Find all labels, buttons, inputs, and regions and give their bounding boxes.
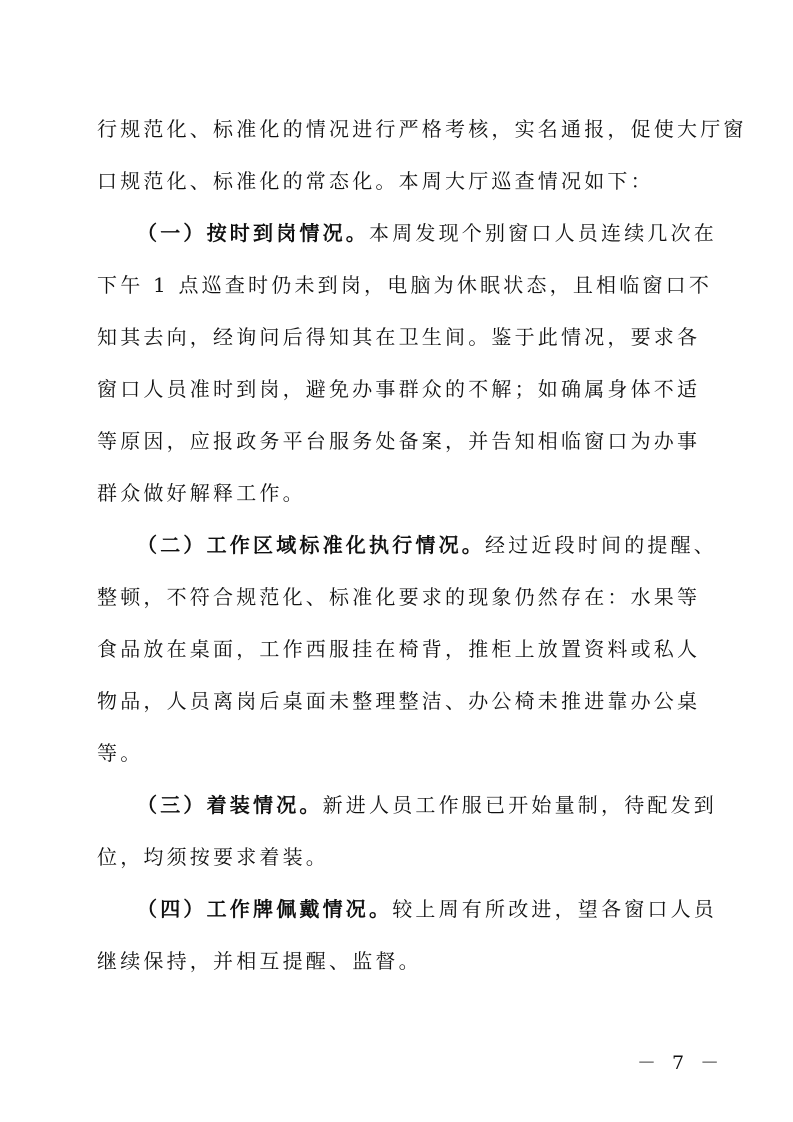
section-heading: （四）工作牌佩戴情况。 xyxy=(137,897,393,921)
body-text-line: 窗口人员准时到岗，避免办事群众的不解；如确属身体不适 xyxy=(97,377,701,401)
section-first-line xyxy=(137,532,737,558)
body-text-line: 整顿，不符合规范化、标准化要求的现象仍然存在：水果等 xyxy=(97,585,701,609)
body-text-line: 下午 1 点巡查时仍未到岗，电脑为休眠状态，且相临窗口不 xyxy=(97,273,713,297)
section-heading: （二）工作区域标准化执行情况。 xyxy=(137,533,485,557)
body-text-line: 食品放在桌面，工作西服挂在椅背，推柜上放置资料或私人 xyxy=(97,637,701,661)
section-first-line xyxy=(137,896,737,922)
body-text-line: 行规范化、标准化的情况进行严格考核，实名通报，促使大厅窗 xyxy=(97,117,747,141)
section-text: 经过近段时间的提醒、 xyxy=(485,533,717,557)
page-number: － 7 － xyxy=(637,1052,725,1074)
body-text-line: 口规范化、标准化的常态化。本周大厅巡查情况如下： xyxy=(97,169,654,193)
section-text: 本周发现个别窗口人员连续几次在 xyxy=(369,221,717,245)
section-text: 较上周有所改进，望各窗口人员 xyxy=(392,897,718,921)
body-text-line: 群众做好解释工作。 xyxy=(97,481,306,505)
body-text-line: 知其去向，经询问后得知其在卫生间。鉴于此情况，要求各 xyxy=(97,325,701,349)
body-text-line: 等原因，应报政务平台服务处备案，并告知相临窗口为办事 xyxy=(97,429,701,453)
body-text-line: 物品，人员离岗后桌面未整理整洁、办公椅未推进靠办公桌 xyxy=(97,689,701,713)
section-first-line xyxy=(137,220,737,246)
body-text-line: 等。 xyxy=(97,741,144,765)
body-text-line: 继续保持，并相互提醒、监督。 xyxy=(97,949,422,973)
section-first-line xyxy=(137,792,737,818)
body-text-line: 位，均须按要求着装。 xyxy=(97,845,329,869)
section-text: 新进人员工作服已开始量制，待配发到 xyxy=(322,793,718,817)
section-heading: （三）着装情况。 xyxy=(137,793,323,817)
section-heading: （一）按时到岗情况。 xyxy=(137,221,369,245)
